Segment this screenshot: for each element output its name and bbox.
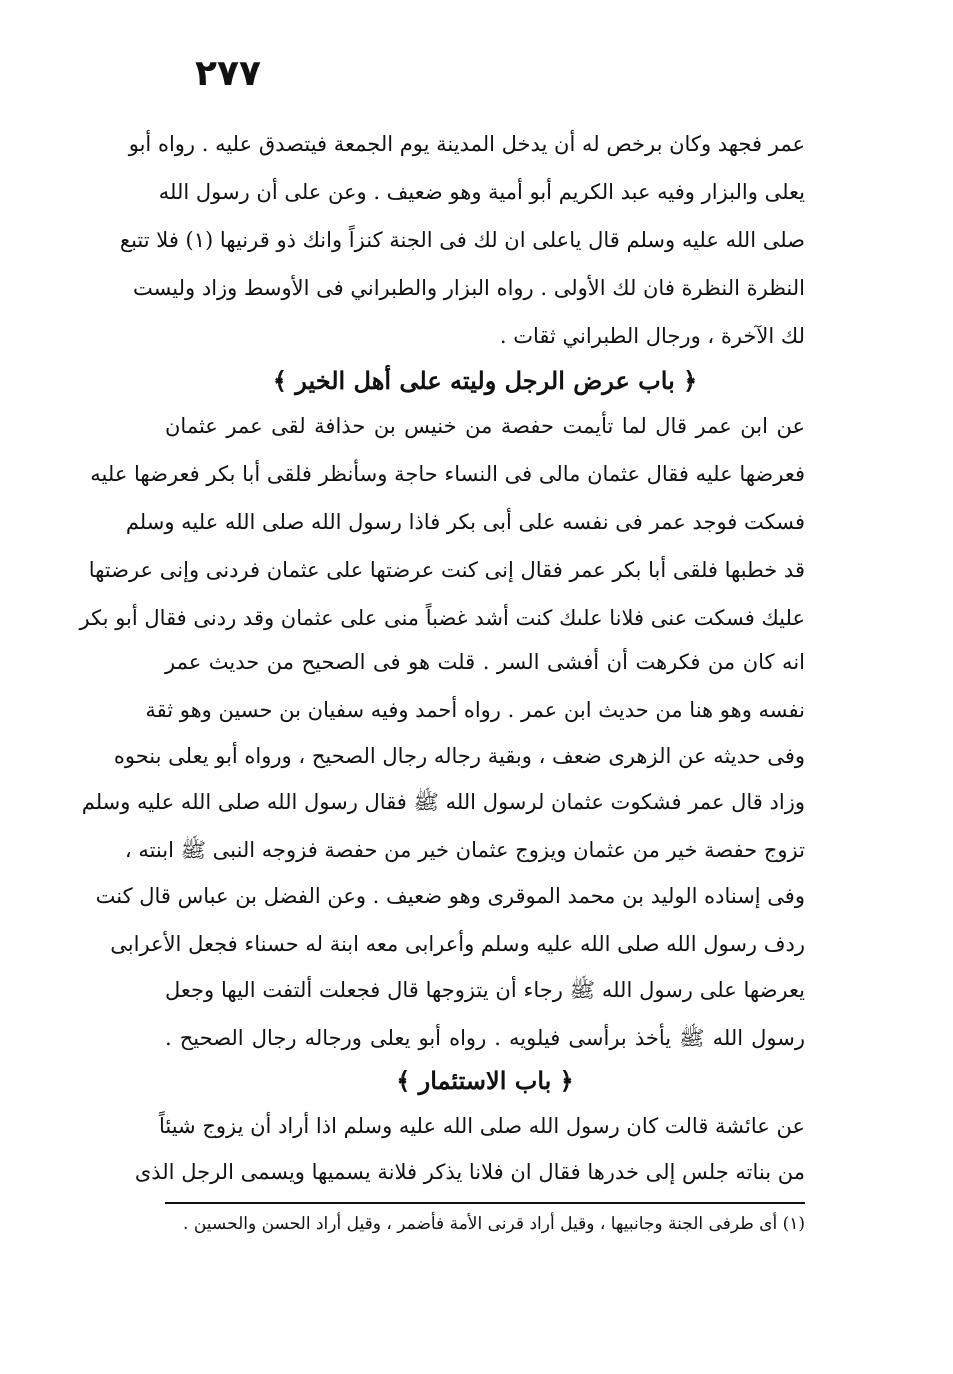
text-line: يعرضها على رسول الله ﷺ رجاء أن يتزوجها قال فجعلت ألتفت اليها وجعل: [165, 978, 805, 1002]
footnote: (١) أى طرفى الجنة وجانبيها ، وقيل أراد قرنى الأمة فأضمر ، وقيل أراد الحسن والحسين .: [183, 1214, 805, 1234]
text-line: وفى حديثه عن الزهرى ضعف ، وبقية رجاله رجال الصحيح ، ورواه أبو يعلى بنحوه: [113, 744, 805, 768]
text-line: عن ابن عمر قال لما تأيمت حفصة من خنيس بن حذافة لقى عمر عثمان: [165, 414, 805, 438]
text-line: نفسه وهو هنا من حديث ابن عمر . رواه أحمد وفيه سفيان بن حسين وهو ثقة: [145, 698, 805, 722]
text-line: رسول الله ﷺ يأخذ برأسى فيلويه . رواه أبو يعلى ورجاله رجال الصحيح .: [165, 1026, 805, 1050]
text-line: تزوج حفصة خير من عثمان ويزوج عثمان خير من حفصة فزوجه النبى ﷺ ابنته ،: [124, 838, 805, 862]
text-line: انه كان من فكرهت أن أفشى السر . قلت هو فى الصحيح من حديث عمر: [165, 650, 805, 674]
text-line: وزاد قال عمر فشكوت عثمان لرسول الله ﷺ فقال رسول الله صلى الله عليه وسلم: [81, 790, 805, 814]
section-heading: ﴿ باب عرض الرجل وليته على أهل الخير ﴾: [272, 366, 698, 395]
page-number: ٢٧٧: [195, 53, 261, 94]
text-line: فسكت فوجد عمر فى نفسه على أبى بكر فاذا رسول الله صلى الله عليه وسلم: [125, 510, 805, 534]
text-line: من بناته جلس إلى خدرها فقال ان فلانا يذكر فلانة يسميها ويسمى الرجل الذى: [134, 1160, 805, 1184]
footnote-rule: [165, 1202, 805, 1204]
text-line: عن عائشة قالت كان رسول الله صلى الله عليه وسلم اذا أراد أن يزوج شيئاً: [158, 1114, 805, 1138]
section-heading: ﴿ باب الاستئمار ﴾: [396, 1066, 574, 1095]
text-line: ردف رسول الله صلى الله عليه وسلم وأعرابى معه ابنة له حسناء فجعل الأعرابى: [110, 932, 805, 956]
text-line: صلى الله عليه وسلم قال ياعلى ان لك فى الجنة كنزاً وانك ذو قرنيها (١) فلا تتبع: [119, 228, 805, 252]
text-line: لك الآخرة ، ورجال الطبراني ثقات .: [499, 324, 805, 348]
text-line: النظرة النظرة فان لك الأولى . رواه البزار والطبراني فى الأوسط وزاد وليست: [132, 276, 805, 300]
text-line: وفى إسناده الوليد بن محمد الموقرى وهو ضعيف . وعن الفضل بن عباس قال كنت: [95, 884, 805, 908]
text-line: فعرضها عليه فقال عثمان مالى فى النساء حاجة وسأنظر فلقى أبا بكر فعرضها عليه: [90, 462, 805, 486]
text-line: يعلى والبزار وفيه عبد الكريم أبو أمية وهو ضعيف . وعن على أن رسول الله: [158, 180, 805, 204]
text-line: عليك فسكت عنى فلانا علىك كنت أشد غضباً منى على عثمان وقد ردنى فقال أبو بكر: [79, 606, 805, 630]
text-line: قد خطبها فلقى أبا بكر عمر فقال إنى كنت عرضتها على عثمان فردنى وإنى عرضتها: [88, 558, 805, 582]
text-line: عمر فجهد وكان برخص له أن يدخل المدينة يوم الجمعة فيتصدق عليه . رواه أبو: [128, 132, 805, 156]
